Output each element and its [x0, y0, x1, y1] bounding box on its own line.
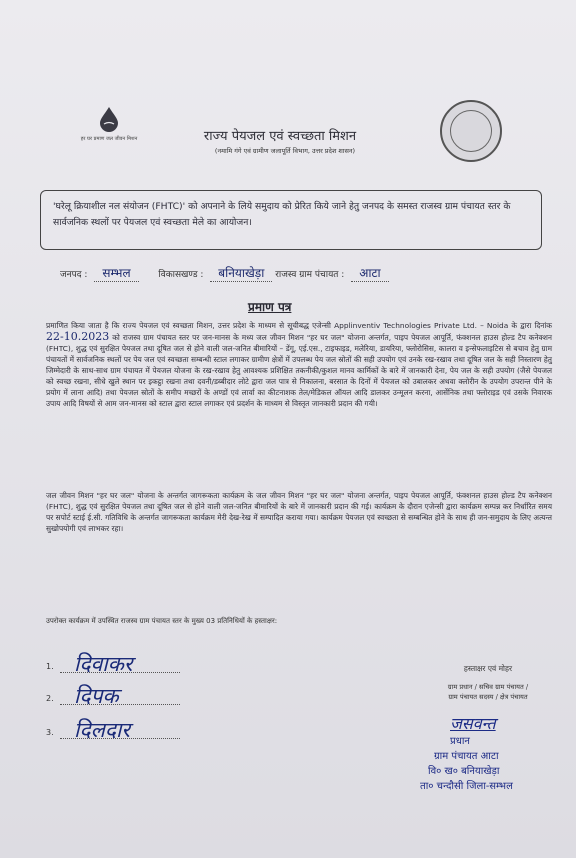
signatory-block — [408, 664, 568, 702]
gram-panchayat-value: आटा — [351, 264, 388, 282]
signature-row — [46, 718, 306, 746]
signature-row — [46, 684, 306, 712]
para1-text-start: प्रमाणित किया जाता है कि राज्य पेयजल एवं स्वच्छता मिशन, उत्तर प्रदेश के माध्यम से सूचीबद्ध एजेन्सी Applinventiv Technologies Private Ltd. – Noida के द्वारा दिनांक — [46, 321, 552, 330]
signatory-line: ग्राम पंचायत सदस्य / क्षेत्र पंचायत — [448, 693, 528, 701]
stamp-line: वि० ख० बनियाखेड़ा — [428, 766, 500, 777]
handwritten-signature: दिवाकर — [74, 652, 133, 676]
mission-title: राज्य पेयजल एवं स्वच्छता मिशन — [203, 129, 357, 144]
gram-panchayat-label: राजस्व ग्राम पंचायत : — [275, 270, 345, 280]
logo-caption: हर घर प्रमाण जल जीवन मिशन — [80, 136, 138, 142]
pradhan-signature: जसवन्त — [450, 714, 496, 733]
location-line — [60, 264, 520, 282]
seal-emblem-icon — [450, 110, 492, 152]
block-value: बनियाखेड़ा — [210, 264, 272, 282]
signature-number: 1. — [46, 662, 54, 671]
signatory-heading: हस्ताक्षर एवं मोहर — [463, 664, 513, 673]
stamp-line: ता० चन्दौसी जिला-सम्भल — [420, 781, 513, 792]
certificate-paragraph-2: जल जीवन मिशन "हर घर जल" योजना के अन्तर्गत जागरूकता कार्यक्रम के जल जीवन मिशन "हर घर जल" योजना अन्तर्गत, पाइप पेयजल आपूर्ति, फंक्शनल हाउस होल्ड टैप कनेक्शन (FHTC), शुद्ध एवं सुरक्षित पेयजल तथा दूषित जल से होने वाली जल-जनित बीमारियों के बारे में जानकारी प्रदान की गई। कार्यक्रम के दौरान एजेन्सी द्वारा कार्यक्रम सम्पन्न कर निर्धारित समय पर सपोर्ट स्टाई ई.सी. गतिविधि के अन्तर्गत जागरूकता कार्यक्रम मेरी देख-रेख में सम्पादित कराया गया। कार्यक्रम पेयजल एवं स्वच्छता से सम्बन्धित होने के साथ ही जन-समुदाय के लिए अत्यन्त सुखोपयोगी एवं लाभकर रहा। — [46, 491, 552, 533]
water-drop-icon — [98, 106, 120, 132]
district-value: सम्भल — [94, 264, 138, 282]
signature-number: 2. — [46, 694, 54, 703]
handwritten-signature: दिलदार — [74, 718, 131, 742]
stamp-line: ग्राम पंचायत आटा — [434, 751, 499, 762]
para1-text-end: को राजस्व ग्राम पंचायत स्तर पर जन-मानस के मध्य जल जीवन मिशन "हर घर जल" योजना अन्तर्गत, पाइप पेयजल आपूर्ति, फंक्शनल हाउस होल्ड टैप कनेक्शन (FHTC), शुद्ध एवं सुरक्षित पेयजल तथा दूषित जल से होने वाली जल-जनित बीमारियों – डेंगू, एई.एस., टाइफाइड, मलेरिया, डायरिया, फ्लोरोसिस, कालरा व इन्सेफलाइटिस से बचाव हेतु ग्राम पंचायतों में सार्वजनिक स्थलों पर पेय जल एवं स्वच्छता सम्बन्धी स्टाल लगाकर ग्रामीण क्षेत्रों में उपलब्ध पेय जल स्रोतों की सही उपयोग एवं उनके रख-रखाव तथा दूषित जल के सही निस्तारण हेतु जिम्मेदारी के साथ-साथ ग्राम पंचायत में पेयजल योजना के रख-रखाव हेतु आवश्यक प्रशिक्षित तकनीकी/कुशल मानव कार्मिकों के बारे में जानकारी देना, पेय जल के सही उपयोग (जैसे पेयजल को स्वच्छ रखना, सीधे खुले स्थान पर इकट्ठा रखना तथा दवनी/डब्बीदार लोटे द्वारा जल पात्र से निकालना, बरसात के दिनों में पेयजल को उबालकर अथवा क्लोरीन के उपयोग उपरान्त पीने के प्रयोग में लाना आदि) तथा पेयजल स्रोतों के समीप मच्छरों के अण्डों एवं लार्वा का कीटनाशक तेल/मेडिकल ऑयल आदि डालकर उन्मूलन करना, आर्सेनिक तथा फ्लोराइड एवं उसके निवारक उपाय आदि विषयों से आम जन-मानस को स्टाल द्वारा स्टाल लगाकर एवं प्रदर्शन के माध्यम से विस्तृत जानकारी प्रदान की गयी। — [46, 333, 552, 408]
certificate-heading: प्रमाण पत्र — [248, 300, 292, 314]
jal-jeevan-logo — [80, 106, 138, 142]
event-date: 22-10.2023 — [46, 330, 110, 343]
signature-row — [46, 652, 306, 680]
attendance-note: उपरोक्त कार्यक्रम में उपस्थित राजस्व ग्राम पंचायत स्तर के मुख्य 03 प्रतिनिधियों के हस्ताक्षर: — [46, 617, 278, 625]
signatory-line: ग्राम प्रधान / सचिव ग्राम पंचायत / — [447, 683, 529, 691]
pradhan-stamp — [412, 712, 562, 794]
handwritten-signature: दिपक — [74, 684, 119, 708]
program-title-box: 'घरेलू क्रियाशील नल संयोजन (FHTC)' को अपनाने के लिये समुदाय को प्रेरित किये जाने हेतु जनपद के समस्त राजस्व ग्राम पंचायत स्तर के सार्वजनिक स्थलों पर पेयजल एवं स्वच्छता मेले का आयोजन। — [40, 190, 542, 250]
up-government-seal — [440, 100, 502, 162]
signature-number: 3. — [46, 728, 54, 737]
district-label: जनपद : — [60, 270, 88, 280]
mission-subtitle: (नमामि गंगे एवं ग्रामीण जलापूर्ति विभाग, उत्तर प्रदेश शासन) — [214, 147, 356, 155]
stamp-line: प्रधान — [450, 736, 470, 747]
certificate-paragraph-1 — [46, 320, 552, 409]
block-label: विकासखण्ड : — [158, 270, 204, 280]
